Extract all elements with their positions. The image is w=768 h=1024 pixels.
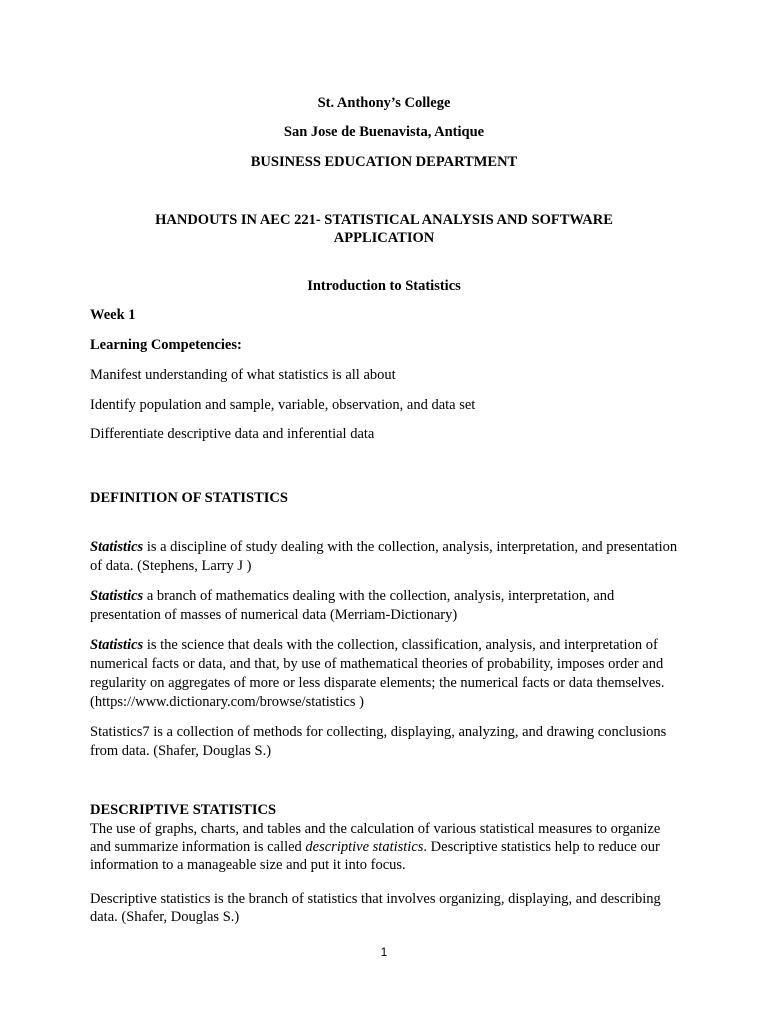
school-location: San Jose de Buenavista, Antique: [283, 124, 485, 140]
school-name: St. Anthony’s College: [317, 95, 451, 111]
definition-term: Statistics: [90, 539, 144, 555]
competency-item: Manifest understanding of what statistics is all about: [90, 367, 396, 383]
definition-text: a branch of mathematics dealing with the collection, analysis, interpretation, and presentation of masses of numerical data (Merriam-Dictionary): [90, 588, 615, 623]
definition-text: is a discipline of study dealing with the collection, analysis, interpretation, and presentation of data. (Stephens, Larry J ): [90, 539, 678, 574]
definition-text: is the science that deals with the collection, classification, analysis, and interpretation of numerical facts or data, and that, by use of mathematical theories of probability, imposes order and regularity on aggregates of more or less disparate elements; the numerical facts or data themselves. (https://www.dictionary.com/browse/statistics ): [90, 637, 665, 710]
descriptive-heading: DESCRIPTIVE STATISTICS: [90, 802, 277, 818]
competencies-heading: Learning Competencies:: [90, 337, 242, 353]
descriptive-text: The use of graphs, charts, and tables and the calculation of various statistical measures to organize and summarize information is called: [90, 821, 661, 855]
page-number: 1: [380, 945, 388, 959]
definition-term: Statistics: [90, 588, 144, 604]
definition-paragraph: [90, 538, 682, 576]
definition-paragraph: [90, 723, 682, 761]
topic-title: Introduction to Statistics: [307, 278, 461, 294]
definition-text: Statistics7 is a collection of methods for collecting, displaying, analyzing, and drawing conclusions from data. (Shafer, Douglas S.): [90, 724, 667, 759]
competency-item: Identify population and sample, variable, observation, and data set: [90, 397, 476, 413]
definition-paragraph: [90, 636, 682, 712]
competency-item: Differentiate descriptive data and inferential data: [90, 426, 375, 442]
definition-heading: DEFINITION OF STATISTICS: [90, 490, 288, 506]
descriptive-term: descriptive statistics: [305, 839, 424, 855]
descriptive-paragraph: [90, 820, 682, 874]
handout-title: HANDOUTS IN AEC 221- STATISTICAL ANALYSIS AND SOFTWARE APPLICATION: [155, 212, 613, 246]
definition-term: Statistics: [90, 637, 144, 653]
descriptive-paragraph: Descriptive statistics is the branch of statistics that involves organizing, displaying, and describing data. (Shafer, Douglas S.): [90, 891, 661, 925]
department-name: BUSINESS EDUCATION DEPARTMENT: [250, 154, 518, 170]
descriptive-text: . Descriptive statistics help to reduce our information to a manageable size and put it into focus.: [90, 839, 660, 873]
definition-paragraph: [90, 587, 682, 625]
week-label: Week 1: [90, 307, 136, 323]
